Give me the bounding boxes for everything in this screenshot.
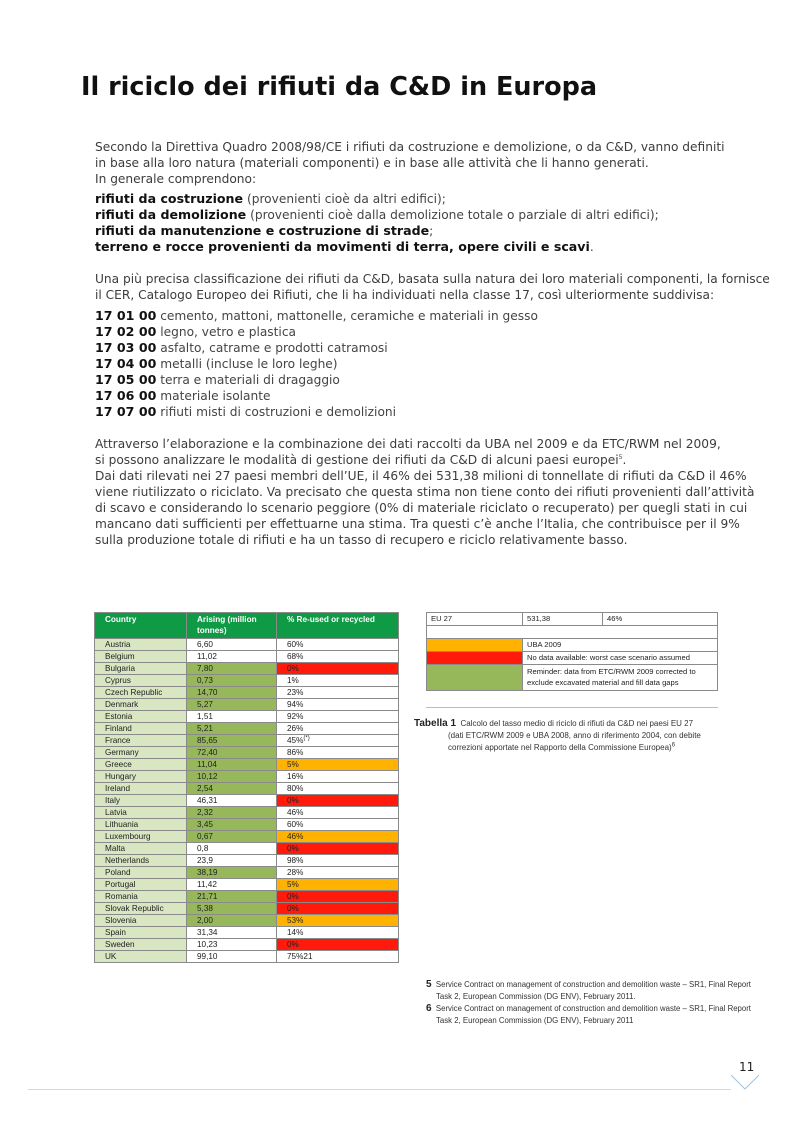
country-cell: France: [95, 735, 187, 747]
country-cell: Czech Republic: [95, 687, 187, 699]
reused-cell: 68%: [277, 651, 399, 663]
table-row: [95, 903, 399, 915]
country-cell: Portugal: [95, 879, 187, 891]
arising-cell: 72,40: [187, 747, 277, 759]
arising-cell: 11,04: [187, 759, 277, 771]
page-number: 11: [739, 1060, 755, 1074]
reused-cell: 53%: [277, 915, 399, 927]
legend-swatch-orange: [427, 639, 523, 652]
country-cell: Latvia: [95, 807, 187, 819]
table-row: [95, 663, 399, 675]
country-cell: Germany: [95, 747, 187, 759]
arising-cell: 3,45: [187, 819, 277, 831]
table-row: [95, 951, 399, 963]
table-row: [95, 795, 399, 807]
reused-cell: 0%: [277, 939, 399, 951]
table-row: [95, 723, 399, 735]
country-cell: Malta: [95, 843, 187, 855]
waste-types-list: [95, 191, 720, 255]
arising-cell: 0,73: [187, 675, 277, 687]
intro-line: In generale comprendono:: [95, 172, 257, 186]
analysis-line: si possono analizzare le modalità di gestione dei rifiuti da C&D di alcuni paesi europei$^5$.: [95, 453, 627, 467]
cer-codes-list: [95, 308, 720, 420]
header-reused: % Re-used or recycled: [277, 613, 399, 639]
legend-text: UBA 2009: [523, 639, 718, 652]
table-row: [95, 771, 399, 783]
arising-cell: 6,60: [187, 639, 277, 651]
arising-cell: 14,70: [187, 687, 277, 699]
reused-cell: 46%: [277, 831, 399, 843]
table-row: [95, 867, 399, 879]
cer-code-item: 17 05 00 terra e materiali di dragaggio: [95, 372, 340, 387]
table-row: [95, 843, 399, 855]
country-cell: Netherlands: [95, 855, 187, 867]
country-cell: Cyprus: [95, 675, 187, 687]
table-row: [95, 675, 399, 687]
reused-cell: 60%: [277, 639, 399, 651]
arising-cell: 85,65: [187, 735, 277, 747]
table-row: [95, 831, 399, 843]
reused-cell: 28%: [277, 867, 399, 879]
intro-paragraph: [95, 139, 725, 187]
analysis-line: di scavo e considerando lo scenario peggiore (0% di materiale riciclato o recuperato) per quegli stati in cui: [95, 501, 748, 515]
table-row: [95, 819, 399, 831]
reused-cell: 1%: [277, 675, 399, 687]
footnote: 5 Service Contract on management of construction and demolition waste – SR1, Final Report: [426, 979, 751, 990]
cer-code-item: 17 04 00 metalli (incluse le loro leghe): [95, 356, 338, 371]
reused-cell: 92%: [277, 711, 399, 723]
analysis-line: Attraverso l’elaborazione e la combinazione dei dati raccolti da UBA nel 2009 e da ETC/RWM nel 2009,: [95, 437, 721, 451]
table-row: [95, 651, 399, 663]
country-cell: Austria: [95, 639, 187, 651]
intro-line: in base alla loro natura (materiali componenti) e in base alle attività che li hanno generati.: [95, 156, 649, 170]
table-row: [95, 879, 399, 891]
reused-cell: 0%: [277, 663, 399, 675]
reused-cell: 5%: [277, 879, 399, 891]
eu-reused: 46%: [603, 613, 718, 626]
country-cell: Ireland: [95, 783, 187, 795]
analysis-paragraph: [95, 436, 755, 548]
table-row: [95, 735, 399, 747]
arising-cell: 7,80: [187, 663, 277, 675]
arising-cell: 2,54: [187, 783, 277, 795]
country-cell: Bulgaria: [95, 663, 187, 675]
table-header-row: [95, 613, 399, 639]
table-row: [95, 939, 399, 951]
country-cell: Italy: [95, 795, 187, 807]
page-chevron-icon: [731, 1075, 759, 1090]
cer-code-item: 17 01 00 cemento, mattoni, mattonelle, ceramiche e materiali in gesso: [95, 308, 538, 323]
reused-cell: 80%: [277, 783, 399, 795]
arising-cell: 2,00: [187, 915, 277, 927]
country-cell: Hungary: [95, 771, 187, 783]
arising-cell: 5,27: [187, 699, 277, 711]
legend-row: [427, 665, 718, 691]
cer-code-item: 17 07 00 rifiuti misti di costruzioni e demolizioni: [95, 404, 397, 419]
arising-cell: 2,32: [187, 807, 277, 819]
arising-cell: 10,23: [187, 939, 277, 951]
reused-cell: 98%: [277, 855, 399, 867]
intro-line: Secondo la Direttiva Quadro 2008/98/CE i rifiuti da costruzione e demolizione, o da C&D, vanno definiti: [95, 140, 725, 154]
legend-row: [427, 652, 718, 665]
reused-cell: 16%: [277, 771, 399, 783]
reused-cell: 60%: [277, 819, 399, 831]
table-row: [95, 915, 399, 927]
country-cell: Sweden: [95, 939, 187, 951]
table-body: [95, 639, 399, 963]
country-cell: UK: [95, 951, 187, 963]
country-cell: Estonia: [95, 711, 187, 723]
arising-cell: 0,67: [187, 831, 277, 843]
table-row: [95, 639, 399, 651]
table-row: [95, 711, 399, 723]
table-row: [95, 699, 399, 711]
footer-rule: [28, 1089, 731, 1090]
table-row: [95, 759, 399, 771]
table-row: [95, 807, 399, 819]
arising-cell: 0,8: [187, 843, 277, 855]
reused-cell: 0%: [277, 903, 399, 915]
arising-cell: 31,34: [187, 927, 277, 939]
table-caption: Tabella 1 Calcolo del tasso medio di riciclo di rifiuti da C&D nei paesi EU 27 (dati ETC/RWM 2009 e UBA 2008, anno di riferimento 2004, con debite correzioni apportate nel Rapporto della Commissione Europea)$^6$: [414, 718, 701, 752]
legend-text: Reminder: data from ETC/RWM 2009 corrected to exclude excavated material and fill data gaps: [523, 665, 718, 691]
arising-cell: 5,38: [187, 903, 277, 915]
footnote: 6 Service Contract on management of construction and demolition waste – SR1, Final Report: [426, 1003, 751, 1014]
arising-cell: 10,12: [187, 771, 277, 783]
legend-row: [427, 639, 718, 652]
analysis-line: viene riutilizzato o riciclato. Va precisato che questa stima non tiene conto dei rifiuti provenienti dall’attività: [95, 485, 755, 499]
reused-cell: 14%: [277, 927, 399, 939]
legend-spacer-row: [427, 626, 718, 639]
country-cell: Lithuania: [95, 819, 187, 831]
reused-cell: 86%: [277, 747, 399, 759]
table-row: [95, 747, 399, 759]
table-row: [95, 855, 399, 867]
reused-cell: 0%: [277, 795, 399, 807]
arising-cell: 5,21: [187, 723, 277, 735]
reused-cell: 75%21: [277, 951, 399, 963]
country-cell: Finland: [95, 723, 187, 735]
legend-table: [426, 612, 718, 691]
arising-cell: 11,42: [187, 879, 277, 891]
reused-cell: 94%: [277, 699, 399, 711]
cer-line: Una più precisa classificazione dei rifiuti da C&D, basata sulla natura dei loro materiali componenti, la fornisce: [95, 272, 770, 286]
page-title: Il riciclo dei rifiuti da C&D in Europa: [81, 72, 598, 102]
analysis-line: Dai dati rilevati nei 27 paesi membri dell’UE, il 46% dei 531,38 milioni di tonnellate di rifiuti da C&D il 46%: [95, 469, 747, 483]
cer-code-item: 17 02 00 legno, vetro e plastica: [95, 324, 296, 339]
country-cell: Slovenia: [95, 915, 187, 927]
waste-type-item: rifiuti da costruzione (provenienti cioè da altri edifici);: [95, 191, 446, 206]
legend-swatch-green: [427, 665, 523, 691]
analysis-line: sulla produzione totale di rifiuti e ha un tasso di recupero e riciclo relativamente basso.: [95, 533, 628, 547]
table-row: [95, 687, 399, 699]
country-cell: Poland: [95, 867, 187, 879]
eu-total-row: [427, 613, 718, 626]
reused-cell: 46%: [277, 807, 399, 819]
cer-code-item: 17 03 00 asfalto, catrame e prodotti catramosi: [95, 340, 388, 355]
analysis-line: mancano dati sufficienti per effettuarne una stima. Tra questi c’è anche l’Italia, che contribuisce per il 9%: [95, 517, 740, 531]
reused-cell: 0%: [277, 843, 399, 855]
table-row: [95, 783, 399, 795]
reused-cell: 23%: [277, 687, 399, 699]
recycling-data-table: [94, 612, 399, 963]
arising-cell: 11,02: [187, 651, 277, 663]
arising-cell: 23,9: [187, 855, 277, 867]
table-row: [95, 891, 399, 903]
reused-cell: 0%: [277, 891, 399, 903]
waste-type-item: rifiuti da demolizione (provenienti cioè dalla demolizione totale o parziale di altri edifici);: [95, 207, 659, 222]
reused-cell: 26%: [277, 723, 399, 735]
caption-label: Tabella 1: [414, 718, 457, 729]
arising-cell: 46,31: [187, 795, 277, 807]
eu-label: EU 27: [427, 613, 523, 626]
reused-cell: 45%(*): [277, 735, 399, 747]
country-cell: Romania: [95, 891, 187, 903]
waste-type-item: terreno e rocce provenienti da movimenti di terra, opere civili e scavi.: [95, 239, 594, 254]
waste-type-item: rifiuti da manutenzione e costruzione di strade;: [95, 223, 434, 238]
country-cell: Belgium: [95, 651, 187, 663]
footnotes: 5 Service Contract on management of construction and demolition waste – SR1, Final Report Task 2, European Commission (DG ENV), February 2011. 6 Service Contract on management of construction and demolition waste – SR1, Final Report Task 2, European Commission (DG ENV), February 2011: [426, 979, 751, 1025]
arising-cell: 1,51: [187, 711, 277, 723]
caption-divider: [426, 707, 718, 708]
arising-cell: 21,71: [187, 891, 277, 903]
table-row: [95, 927, 399, 939]
header-country: Country: [95, 613, 187, 639]
legend-text: No data available: worst case scenario assumed: [523, 652, 718, 665]
country-cell: Luxembourg: [95, 831, 187, 843]
cer-line: il CER, Catalogo Europeo dei Rifiuti, che li ha individuati nella classe 17, così ulteriormente suddivisa:: [95, 288, 715, 302]
country-cell: Slovak Republic: [95, 903, 187, 915]
arising-cell: 38,19: [187, 867, 277, 879]
header-arising: Arising (million tonnes): [187, 613, 277, 639]
reused-cell: 5%: [277, 759, 399, 771]
country-cell: Greece: [95, 759, 187, 771]
country-cell: Denmark: [95, 699, 187, 711]
cer-code-item: 17 06 00 materiale isolante: [95, 388, 271, 403]
legend-swatch-red: [427, 652, 523, 665]
cer-paragraph: [95, 271, 770, 303]
country-cell: Spain: [95, 927, 187, 939]
eu-arising: 531,38: [523, 613, 603, 626]
arising-cell: 99,10: [187, 951, 277, 963]
